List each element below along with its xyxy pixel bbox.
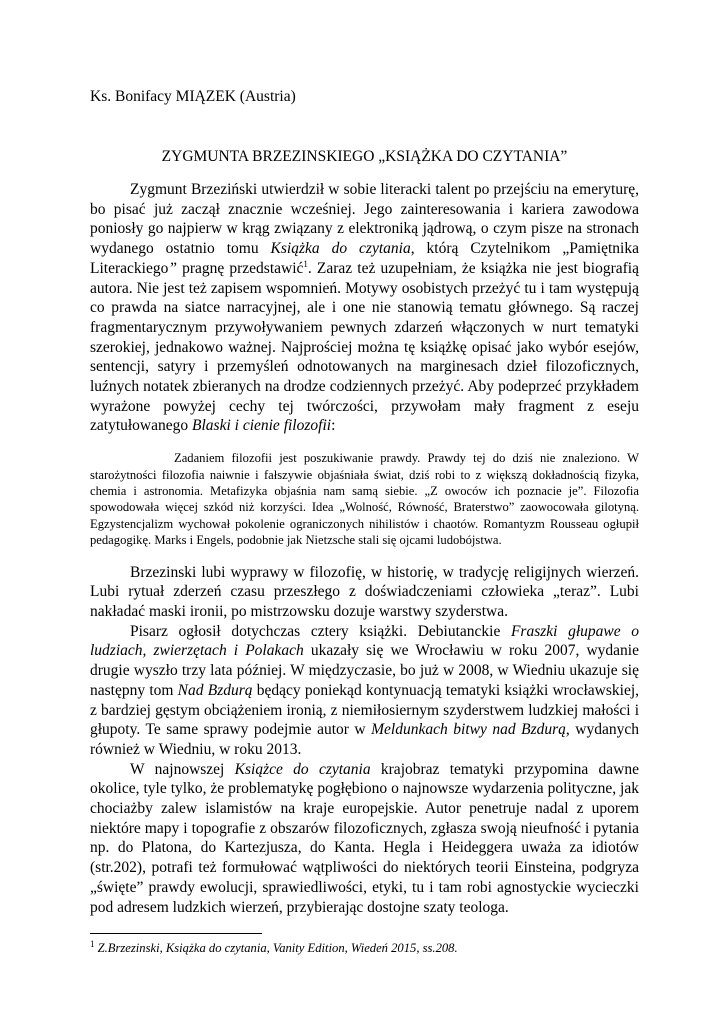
footnote-divider (90, 933, 262, 934)
author-line: Ks. Bonifacy MIĄZEK (Austria) (90, 88, 296, 105)
footnote-ref[interactable]: 1 (303, 258, 308, 269)
article-title: ZYGMUNTA BRZEZINSKIEGO „KSIĄŻKA DO CZYTANIA” (161, 148, 568, 165)
block-quote: Zadaniem filozofii jest poszukiwanie prawdy. Prawdy tej do dziś nie znaleziono. W starożytności filozofia naiwnie i fałszywie objaśniała świat, dziś robi to z większą dokładnością fizyka, chemia i astronomia. Metafizyka objaśnia nam samą siebie. „Z owoców ich poznacie je”. Filozofia spowodowała więcej szkód niż korzyści. Idea „Wolność, Równość, Braterstwo” zaowocowała gilotyną. Egzystencjalizm wychował pokolenie ograniczonych nihilistów i chaotów. Romantyzm Rousseau ogłupił pedagogikę. Marks i Engels, podobnie jak Nietzsche stali się ojcami ludobójstwa. (90, 451, 639, 548)
book-title: Książka do czytania (270, 240, 411, 258)
article-body (90, 180, 639, 917)
paragraph-2: Brzezinski lubi wyprawy w filozofię, w historię, w tradycję religijnych wierzeń. Lubi rytuał zderzeń czasu przeszłego z doświadczeniami człowieka „teraz”. Lubi nakładać maski ironii, po mistrzowsku dozuje warstwy szyderstwa. (90, 563, 639, 620)
footnote: $^1$ Z.Brzezinski, Książka do czytania, Vanity Edition, Wiedeń 2015, ss.208. (90, 938, 458, 955)
paragraph-3: Pisarz ogłosił dotychczas cztery książki. Debiutanckie Fraszki głupawe o ludziach, zwierzętach i Polakach ukazały się we Wrocławiu w roku 2007, wydanie drugie wyszło trzy lata później. W międzyczasie, bo już w 2008, w Wiedniu ukazuje się następny tom Nad Bzdurą będący poniekąd kontynuacją tematyki książki wrocławskiej, z bardziej gęstym obciążeniem ironią, z niemiłosiernym szyderstwem ludzkiej małości i głupoty. Te same sprawy podejmie autor w Meldunkach bitwy nad Bzdurą, wydanych również w Wiedniu, w roku 2013. (90, 622, 640, 758)
paragraph-intro: Zygmunt Brzeziński utwierdził w sobie literacki talent po przejściu na emeryturę, bo pisać już zaczął znacznie wcześniej. Jego zainteresowania i kariera zawodowa poniosły go najpierw w krąg związany z elektroniką jądrową, o czym pisze na stronach wydanego ostatnio tomu Książka do czytania, którą Czytelnikom „Pamiętnika Literackiego” pragnę przedstawić$^1$. Zaraz też uzupełniam, że książka nie jest biografią autora. Nie jest też zapisem wspomnień. Motywy osobistych przeżyć tu i tam występują co prawda na siatce narracyjnej, ale i one nie stanowią tematu głównego. Są raczej fragmentarycznym przywoływaniem pewnych zdarzeń włączonych w nurt tematyki szerokiej, jednakowo ważnej. Najprościej można tę książkę opisać jako wybór esejów, sentencji, satyry i przemyśleń odnotowanych na marginesach dzieł filozoficznych, luźnych notatek zbieranych na drodze codziennych przeżyć. Aby podeprzeć przykładem wyrażone powyżej cechy tej twórczości, przywołam mały fragment z eseju zatytułowanego Blaski i cienie filozofii: (90, 181, 639, 435)
paragraph-4: W najnowszej Książce do czytania krajobraz tematyki przypomina dawne okolice, tyle tylko, że problematykę pogłębiono o najnowsze wydarzenia polityczne, jak chociażby zalew islamistów na kraje europejskie. Autor penetruje nadal z uporem niektóre mapy i topografie z obszarów filozoficznych, zgłasza swoją nieufność i pytania np. do Platona, do Kartezjusza, do Kanta. Hegla i Heideggera uważa za idiotów (str.202), potrafi też formułować wątpliwości do niektórych teorii Einsteina, podgryza „święte” prawdy ewolucji, sprawiedliwości, etyki, tu i tam robi agnostyckie wycieczki pod adresem ludzkich wierzeń, przybierając dostojne szaty teologa. (90, 760, 639, 916)
essay-title: Blaski i cienie filozofii (192, 417, 332, 435)
